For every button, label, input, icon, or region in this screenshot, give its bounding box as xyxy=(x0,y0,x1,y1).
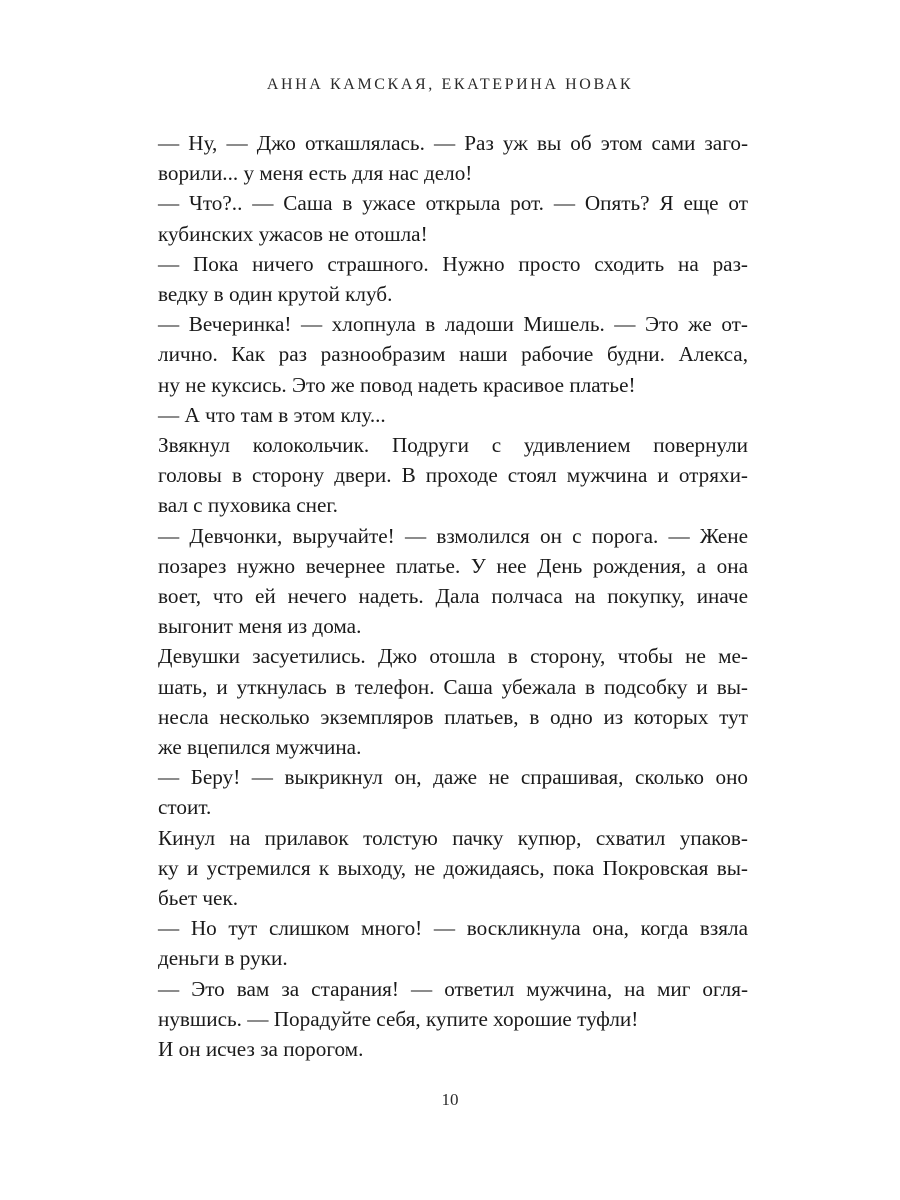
text-line: ку и устремился к выходу, не дожидаясь, пока Покровская вы- xyxy=(158,855,748,880)
page-number: 10 xyxy=(441,1090,459,1109)
paragraph xyxy=(158,128,748,188)
text-line: позарез нужно вечернее платье. У нее День рождения, а она xyxy=(158,553,748,578)
text-line: кубинских ужасов не отошла! xyxy=(158,221,428,246)
paragraph xyxy=(158,430,748,521)
text-line: Кинул на прилавок толстую пачку купюр, схватил упаков- xyxy=(158,825,748,850)
text-line: шать, и уткнулась в телефон. Саша убежала в подсобку и вы- xyxy=(158,674,748,699)
paragraph xyxy=(158,188,748,248)
paragraph xyxy=(158,249,748,309)
text-line: головы в сторону двери. В проходе стоял мужчина и отряхи- xyxy=(158,463,748,488)
text-line: стоит. xyxy=(158,795,212,820)
paragraph xyxy=(158,521,748,642)
text-line: — Но тут слишком много! — воскликнула она, когда взяла xyxy=(158,916,748,941)
paragraph xyxy=(158,762,748,822)
text-line: — Вечеринка! — хлопнула в ладоши Мишель. — Это же от- xyxy=(158,312,748,337)
text-line: Звякнул колокольчик. Подруги с удивлением повернули xyxy=(158,433,748,458)
text-line: — Это вам за старания! — ответил мужчина, на миг огля- xyxy=(158,976,748,1001)
text-line: нувшись. — Порадуйте себя, купите хорошие туфли! xyxy=(158,1006,639,1031)
text-line: — Ну, — Джо откашлялась. — Раз уж вы об этом сами заго- xyxy=(158,131,748,155)
paragraph xyxy=(158,913,748,973)
paragraph xyxy=(158,974,748,1034)
text-line: Девушки засуетились. Джо отошла в сторону, чтобы не ме- xyxy=(158,644,748,669)
paragraph xyxy=(158,1034,748,1064)
text-line: же вцепился мужчина. xyxy=(158,735,362,760)
paragraph xyxy=(158,400,748,430)
paragraph xyxy=(158,823,748,914)
text-line: вал с пуховика снег. xyxy=(158,493,338,518)
text-line: выгонит меня из дома. xyxy=(158,614,362,639)
text-line: И он исчез за порогом. xyxy=(158,1037,364,1062)
body-text xyxy=(158,128,748,1064)
text-line: несла несколько экземпляров платьев, в одно из которых тут xyxy=(158,704,748,729)
text-line: — А что там в этом клу... xyxy=(158,402,386,427)
text-line: лично. Как раз разнообразим наши рабочие будни. Алекса, xyxy=(158,342,748,367)
text-line: ведку в один крутой клуб. xyxy=(158,282,393,307)
paragraph xyxy=(158,309,748,400)
text-line: — Что?.. — Саша в ужасе открыла рот. — Опять? Я еще от xyxy=(158,191,748,216)
text-line: — Девчонки, выручайте! — взмолился он с порога. — Жене xyxy=(158,523,748,548)
text-line: бьет чек. xyxy=(158,886,239,911)
text-line: ворили... у меня есть для нас дело! xyxy=(158,161,473,186)
text-line: ну не куксись. Это же повод надеть красивое платье! xyxy=(158,372,636,397)
text-line: деньги в руки. xyxy=(158,946,288,971)
text-line: — Беру! — выкрикнул он, даже не спрашивая, сколько оно xyxy=(158,765,748,790)
running-header: АННА КАМСКАЯ, ЕКАТЕРИНА НОВАК xyxy=(266,76,634,93)
text-line: воет, что ей нечего надеть. Дала полчаса на покупку, иначе xyxy=(158,584,748,609)
text-line: — Пока ничего страшного. Нужно просто сходить на раз- xyxy=(158,251,748,276)
paragraph xyxy=(158,641,748,762)
